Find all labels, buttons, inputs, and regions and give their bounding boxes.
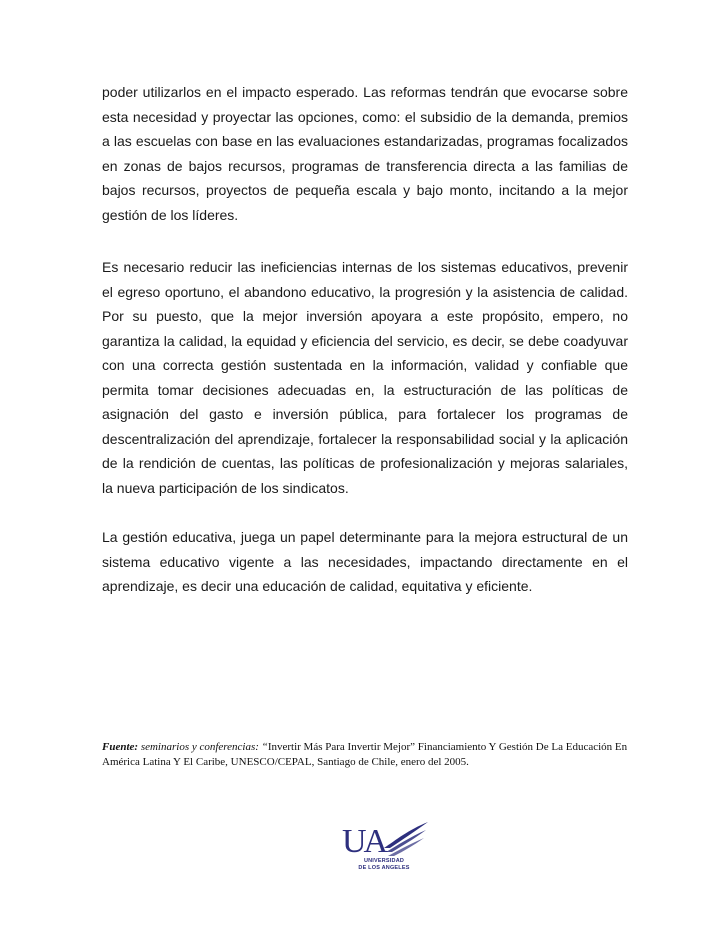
logo-text-line2: DE LOS ANGELES [358, 865, 410, 871]
paragraph-2: Es necesario reducir las ineficiencias internas de los sistemas educativos, prevenir el egreso oportuno, el abandono educativo, la progresión y la asistencia de calidad. Por su puesto, que la mejor inversión apoyara a este propósito, empero, no garantiza la calidad, la equidad y eficiencia del servicio, es decir, se debe coadyuvar con una correcta gestión sustentada en la información, validad y confiable que permita tomar decisiones adecuadas en, la estructuración de las políticas de asignación del gasto e inversión pública, para fortalecer los programas de descentralización del aprendizaje, fortalecer la responsabilidad social y la aplicación de la rendición de cuentas, las políticas de profesionalización y mejoras salariales, la nueva participación de los sindicatos. [102, 259, 628, 496]
paragraph-1: poder utilizarlos en el impacto esperado. Las reformas tendrán que evocarse sobre esta necesidad y proyectar las opciones, como: el subsidio de la demanda, premios a las escuelas con base en las evaluaciones estandarizadas, programas focalizados en zonas de bajos recursos, programas de transferencia directa a las familias de bajos recursos, proyectos de pequeña escala y bajo monto, incitando a la mejor gestión de los líderes. [102, 84, 628, 223]
footnote-italic: seminarios y conferencias: “ [138, 741, 268, 753]
paragraph-3: La gestión educativa, juega un papel determinante para la mejora estructural de un sistema educativo vigente a las necesidades, impactando directamente en el aprendizaje, es decir una educación de calidad, equitativa y eficiente. [102, 529, 628, 594]
footnote-citation: Invertir Más Para Invertir Mejor” Financiamiento Y Gestión De La Educación En América Latina Y El Caribe, UNESCO/CEPAL, Santiago de Chile, enero del 2005. [102, 741, 628, 768]
university-logo [336, 818, 432, 876]
logo-text-line1: UNIVERSIDAD [363, 858, 405, 864]
footnote-label: Fuente: [102, 741, 139, 753]
wing-stroke-1 [384, 822, 428, 848]
logo-monogram: UA [342, 823, 386, 858]
source-footnote [102, 740, 642, 770]
logo-emblem [336, 818, 432, 858]
